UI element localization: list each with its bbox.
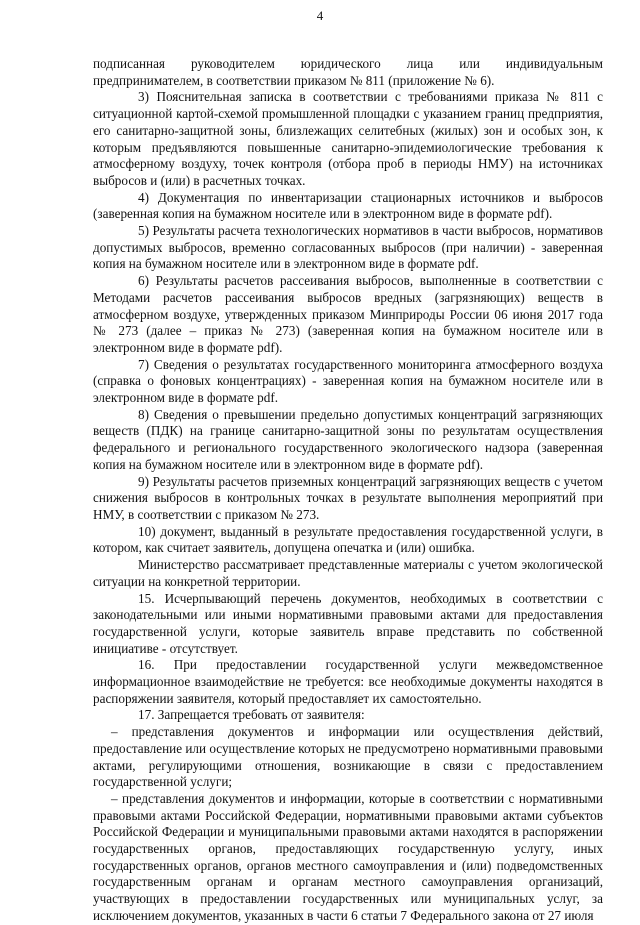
paragraph-item-5: 5) Результаты расчета технологических нормативов в части выбросов, нормативов допустимых выбросов, временно согласованных выбросов (при наличии) - заверенная копия на бумажном носителе или в электронном виде в формате pdf.: [93, 223, 603, 272]
paragraph-item-3: 3) Пояснительная записка в соответствии с требованиями приказа № 811 с ситуационной картой-схемой промышленной площадки с указанием границ предприятия, его санитарно-защитной зоны, близлежащих селитебных (жилых) зон и особых зон, к которым предъявляются повышенные санитарно-эпидемиологические требования к атмосферному воздуху, точек контроля (отбора проб в периоды НМУ) на источниках выбросов и (или) в расчетных точках.: [93, 89, 603, 188]
paragraph-dash-2: – представления документов и информации, которые в соответствии с нормативными правовыми актами Российской Федерации, нормативными правовыми актами субъектов Российской Федерации и муниципальными правовыми актами находятся в распоряжении государственных органов, предоставляющих государственную услугу, иных государственных органов, органов местного самоуправления и (или) подведомственных государственным органам и органам местного самоуправления организаций, участвующих в предоставлении государственных или муниципальных услуг, за исключением документов, указанных в части 6 статьи 7 Федерального закона от 27 июля: [93, 790, 603, 923]
paragraph-item-10: 10) документ, выданный в результате предоставления государственной услуги, в котором, как считает заявитель, допущена опечатка и (или) ошибка.: [93, 523, 603, 556]
paragraph-item-8: 8) Сведения о превышении предельно допустимых концентраций загрязняющих веществ (ПДК) на границе санитарно-защитной зоны по результатам осуществления федерального и регионального государственного экологического надзора (заверенная копия на бумажном носителе или в электронном виде в формате pdf).: [93, 406, 603, 472]
document-body: [93, 56, 603, 925]
paragraph-item-4: 4) Документация по инвентаризации стационарных источников и выбросов (заверенная копия на бумажном носителе или в электронном виде в формате pdf).: [93, 189, 603, 222]
paragraph-item-9: 9) Результаты расчетов приземных концентраций загрязняющих веществ с учетом снижения выбросов в контрольных точках в результате выполнения мероприятий при НМУ, в соответствии с приказом № 273.: [93, 473, 603, 522]
paragraph-dash-1: – представления документов и информации или осуществления действий, предоставление или осуществление которых не предусмотрено нормативными правовыми актами, регулирующими отношения, возникающие в связи с предоставлением государственной услуги;: [93, 724, 603, 790]
paragraph-continuation: подписанная руководителем юридического лица или индивидуальным предпринимателем, в соответствии приказом № 811 (приложение № 6).: [93, 56, 603, 88]
paragraph-ministry-note: Министерство рассматривает представленные материалы с учетом экологической ситуации на конкретной территории.: [93, 557, 603, 589]
paragraph-item-6: 6) Результаты расчетов рассеивания выбросов, выполненные в соответствии с Методами расчетов рассеивания выбросов вредных (загрязняющих) веществ в атмосферном воздухе, утвержденных приказом Минприроды России 06 июня 2017 года № 273 (далее – приказ № 273) (заверенная копия на бумажном носителе или в электронном виде в формате pdf).: [93, 273, 603, 355]
paragraph-clause-15: 15. Исчерпывающий перечень документов, необходимых в соответствии с законодательными или иными нормативными правовыми актами для предоставления государственной услуги, которые заявитель вправе представить по собственной инициативе - отсутствует.: [93, 590, 603, 656]
paragraph-item-7: 7) Сведения о результатах государственного мониторинга атмосферного воздуха (справка о фоновых концентрациях) - заверенная копия на бумажном носителе или в электронном виде в формате pdf.: [93, 356, 603, 406]
paragraph-clause-16: 16. При предоставлении государственной услуги межведомственное информационное взаимодействие не требуется: все необходимые документы находятся в распоряжении заявителя, который предоставляет их самостоятельно.: [93, 657, 603, 706]
paragraph-clause-17: 17. Запрещается требовать от заявителя:: [138, 707, 365, 723]
page-number: 4: [316, 8, 324, 23]
